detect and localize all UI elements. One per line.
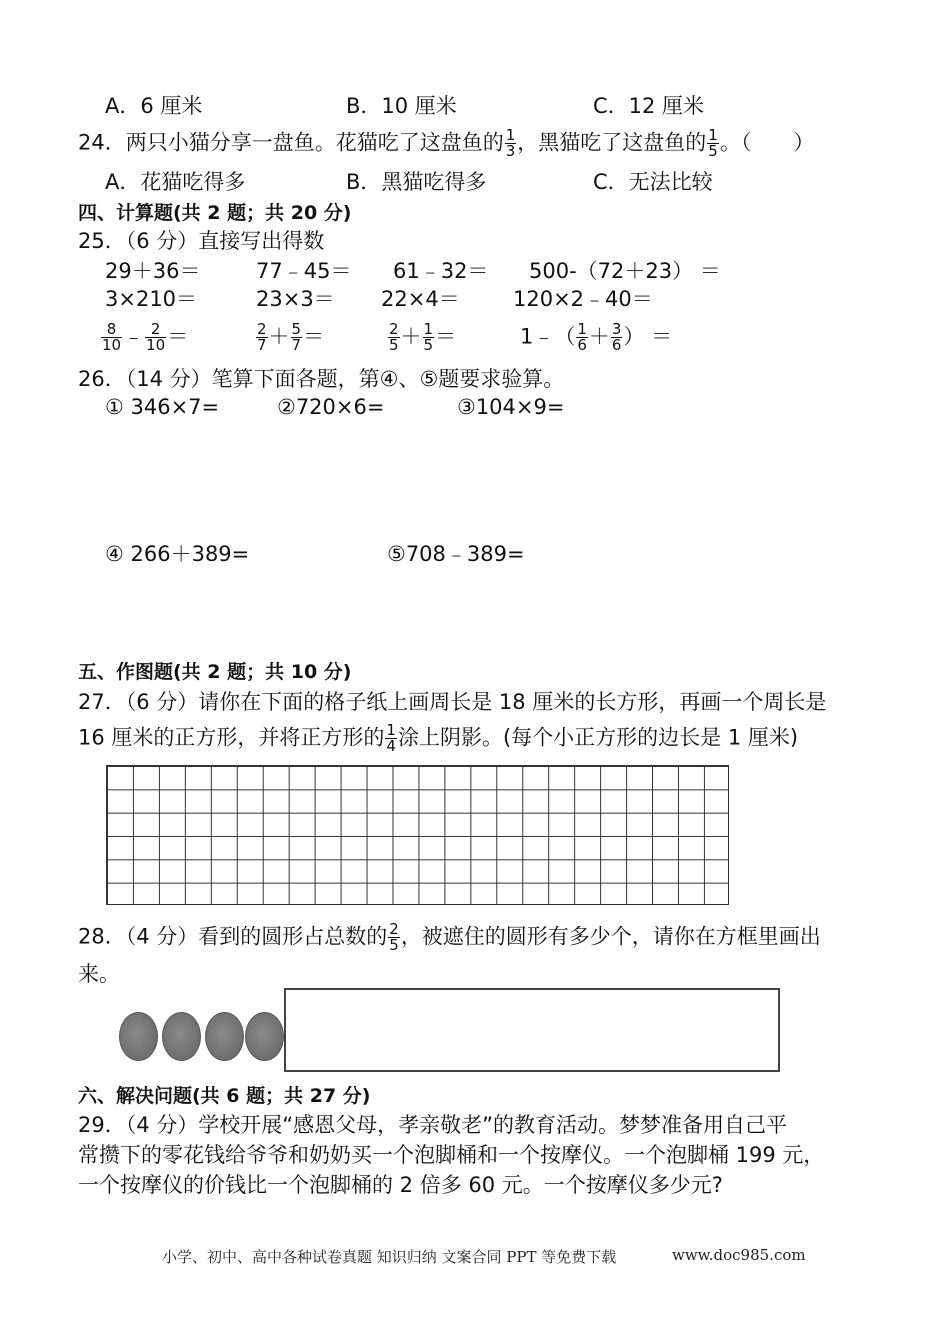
q25-expr: 61﹣32＝	[393, 259, 489, 283]
q25-expr: 22×4＝	[381, 287, 460, 311]
question-24	[78, 128, 814, 159]
fraction: $\frac{1}{5}$	[708, 126, 718, 160]
q24-option-a: A．花猫吃得多	[105, 170, 246, 194]
q24-prefix: 24．两只小猫分享一盘鱼。花猫吃了这盘鱼的	[78, 130, 504, 155]
question-27-line-1: 27．（6 分）请你在下面的格子纸上画周长是 18 厘米的长方形，再画一个周长是	[78, 690, 827, 714]
q25-fraction-expr: $\frac{2}{5}$ ＋ $\frac{1}{5}$ ＝	[389, 320, 457, 354]
question-26-title: 26．（14 分）笔算下面各题，第④、⑤题要求验算。	[78, 367, 565, 391]
visible-circle	[205, 1012, 244, 1061]
q26-problem-2: ②720×6=	[277, 395, 385, 419]
fraction: $\frac{1}{4}$	[386, 721, 396, 755]
q23-option-a: A．6 厘米	[105, 94, 203, 118]
q25-fraction-expr: 1﹣（ $\frac{1}{6}$ ＋ $\frac{3}{6}$ ） ＝	[520, 320, 673, 354]
question-29-line-2: 常攒下的零花钱给爷爷和奶奶买一个泡脚桶和一个按摩仪。一个泡脚桶 199 元，	[78, 1143, 825, 1167]
footer-url[interactable]: www.doc985.com	[672, 1246, 806, 1264]
q26-problem-5: ⑤708﹣389=	[387, 542, 525, 566]
q24-option-c: C．无法比较	[593, 170, 713, 194]
grid-paper[interactable]	[106, 765, 729, 905]
q25-expr: 23×3＝	[256, 287, 335, 311]
q25-fraction-expr: $\frac{8}{10}$ ﹣ $\frac{2}{10}$ ＝	[102, 320, 189, 354]
q25-fraction-expr: $\frac{2}{7}$ ＋ $\frac{5}{7}$ ＝	[257, 320, 325, 354]
q24-suffix: 。（ ）	[719, 130, 815, 155]
fraction: $\frac{1}{3}$	[505, 126, 516, 160]
q24-middle: ，黑猫吃了这盘鱼的	[517, 130, 707, 155]
q25-expr: 3×210＝	[105, 287, 198, 311]
visible-circle	[245, 1012, 284, 1061]
question-29-line-1: 29．（4 分）学校开展“感恩父母，孝亲敬老”的教育活动。梦梦准备用自己平	[78, 1113, 788, 1137]
q25-expr: 500-（72＋23） ＝	[529, 259, 721, 283]
question-28-line-2: 来。	[78, 962, 120, 986]
question-29-line-3: 一个按摩仪的价钱比一个泡脚桶的 2 倍多 60 元。一个按摩仪多少元?	[78, 1173, 723, 1197]
section-6-heading: 六、解决问题(共 6 题；共 27 分)	[78, 1085, 371, 1107]
visible-circle	[162, 1012, 201, 1061]
q25-expr: 29＋36＝	[105, 259, 201, 283]
q24-option-b: B．黑猫吃得多	[346, 170, 487, 194]
q26-problem-1: ① 346×7=	[105, 395, 220, 419]
question-28-line-1: 28．（4 分）看到的圆形占总数的 $\frac{2}{5}$ ，被遮住的圆形有多少个，请你在方框里画出	[78, 920, 821, 954]
footer-text: 小学、初中、高中各种试卷真题 知识归纳 文案合同 PPT 等免费下载	[162, 1248, 617, 1266]
section-5-heading: 五、作图题(共 2 题；共 10 分)	[78, 661, 352, 683]
section-4-heading: 四、计算题(共 2 题；共 20 分)	[78, 202, 352, 224]
q26-problem-4: ④ 266＋389=	[105, 542, 250, 566]
q25-expr: 77﹣45＝	[256, 259, 352, 283]
visible-circle	[119, 1012, 158, 1061]
q26-problem-3: ③104×9=	[457, 395, 565, 419]
question-27-line-2: 16 厘米的正方形，并将正方形的 $\frac{1}{4}$ 涂上阴影。(每个小正方形的边长是 1 厘米)	[78, 721, 799, 755]
q23-option-c: C．12 厘米	[593, 94, 705, 118]
drawing-box[interactable]	[284, 988, 780, 1072]
fraction: $\frac{2}{5}$	[389, 920, 399, 954]
q25-expr: 120×2﹣40＝	[513, 287, 653, 311]
question-25-title: 25．（6 分）直接写出得数	[78, 229, 325, 253]
q23-option-b: B．10 厘米	[346, 94, 457, 118]
